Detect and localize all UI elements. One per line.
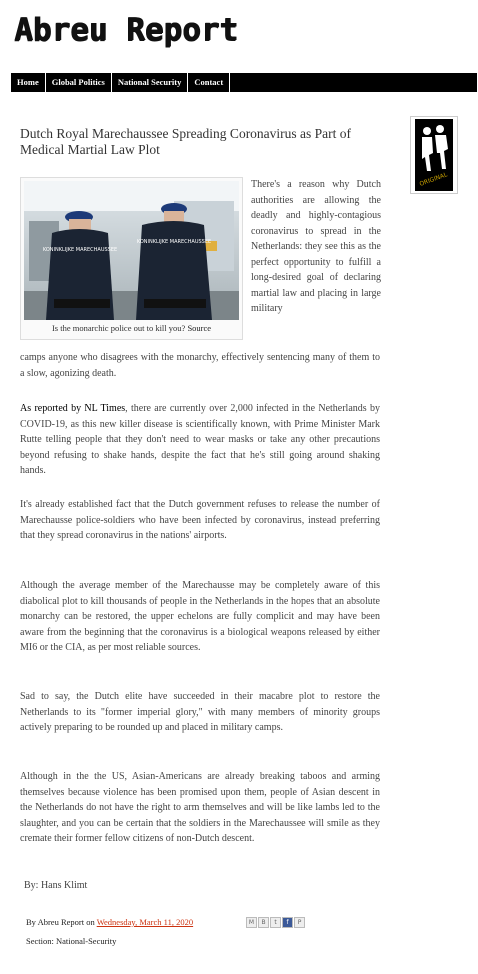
post-figure — [20, 177, 243, 340]
share-buttons — [246, 917, 305, 928]
paragraph-2-text: , there are currently over 2,000 infected in the Netherlands by COVID-19, as this new killer disease is scientifically known, with Prime Minister Mark Rutte telling people that they don't need to wear masks or take any other precautions beyond refusing to shake hands, despite the fact that he's still going around shaking hands. — [20, 403, 380, 476]
pinterest-icon[interactable]: P — [294, 917, 305, 928]
intro-paragraph-side: There's a reason why Dutch authorities are allowing the deadly and highly-contagious coronavirus to spread in the Netherlands: they see this as the perfect opportunity to fulfill a long-desired goal of declaring martial law and placing in large military — [251, 179, 381, 314]
post-date-link[interactable]: Wednesday, March 11, 2020 — [96, 917, 194, 927]
nl-times-link[interactable]: As reported by NL Times — [20, 403, 126, 414]
top-nav — [11, 73, 477, 92]
police-photo-image[interactable] — [24, 181, 239, 320]
nav-item-global-politics[interactable]: Global Politics — [46, 73, 112, 92]
caption-text: Is the monarchic police out to kill you? — [51, 323, 186, 333]
post-byline: By: Hans Klimt — [24, 880, 88, 891]
intro-paragraph-continued: camps anyone who disagrees with the monarchy, effectively sentencing many of them to a slow, agonizing death. — [20, 352, 380, 379]
nav-item-national-security[interactable]: National Security — [112, 73, 189, 92]
blog-icon[interactable]: B — [258, 917, 269, 928]
jacket-text-right: KONINKLIJKE MARECHAUSSEE — [136, 239, 212, 245]
post-footer-line — [26, 917, 193, 927]
paragraph-2 — [20, 401, 380, 479]
paragraph-5: Sad to say, the Dutch elite have succeeded in their macabre plot to restore the Netherlands to its "former imperial glory," with many members of minority groups actively preparing to be rounded up and placed in military camps. — [20, 691, 380, 733]
twitter-icon[interactable]: t — [270, 917, 281, 928]
badge-text: ORIGINAL — [418, 171, 449, 188]
nav-item-contact[interactable]: Contact — [188, 73, 230, 92]
post-section-label[interactable]: Section: National-Security — [26, 936, 117, 946]
facebook-icon[interactable]: f — [282, 917, 293, 928]
paragraph-4: Although the average member of the Marechausse may be completely aware of this diabolical plot to kill thousands of people in the Netherlands in the hopes that an absolute monarchy can be restored, the upper echelons are fully complicit and may have been aware from the beginning that the coronavirus is a biological weapons released by either MI6 or the CIA, as per most reliable sources. — [20, 580, 380, 653]
figure-caption — [21, 323, 242, 333]
nav-item-home[interactable]: Home — [11, 73, 46, 92]
sidebar-badge-image[interactable] — [410, 116, 458, 194]
post-title: Dutch Royal Marechaussee Spreading Coronavirus as Part of Medical Martial Law Plot — [20, 126, 352, 157]
post-author: By Abreu Report on — [26, 917, 95, 927]
caption-source-link[interactable]: Source — [187, 323, 212, 333]
jacket-text-left: KONINKLIJKE MARECHAUSSEE — [42, 247, 118, 253]
paragraph-6: Although in the the US, Asian-Americans are already breaking taboos and arming themselves because violence has been promised upon them, people of Asian descent in the Netherlands do not have the right to arm themselves and will be like lambs led to the slaughter, and you can be certain that the soldiers in the Marechaussee will smile as they cremate their former fellow citizens of non-Dutch descent. — [20, 771, 380, 844]
email-icon[interactable]: M — [246, 917, 257, 928]
badge-figures-icon — [415, 119, 453, 191]
site-title[interactable]: Abreu Report — [14, 12, 238, 48]
paragraph-3: It's already established fact that the Dutch government refuses to release the number of Marechausse police-soldiers who have been infected by coronavirus, instead preferring that they spread coronavirus in the nations' airports. — [20, 499, 380, 541]
